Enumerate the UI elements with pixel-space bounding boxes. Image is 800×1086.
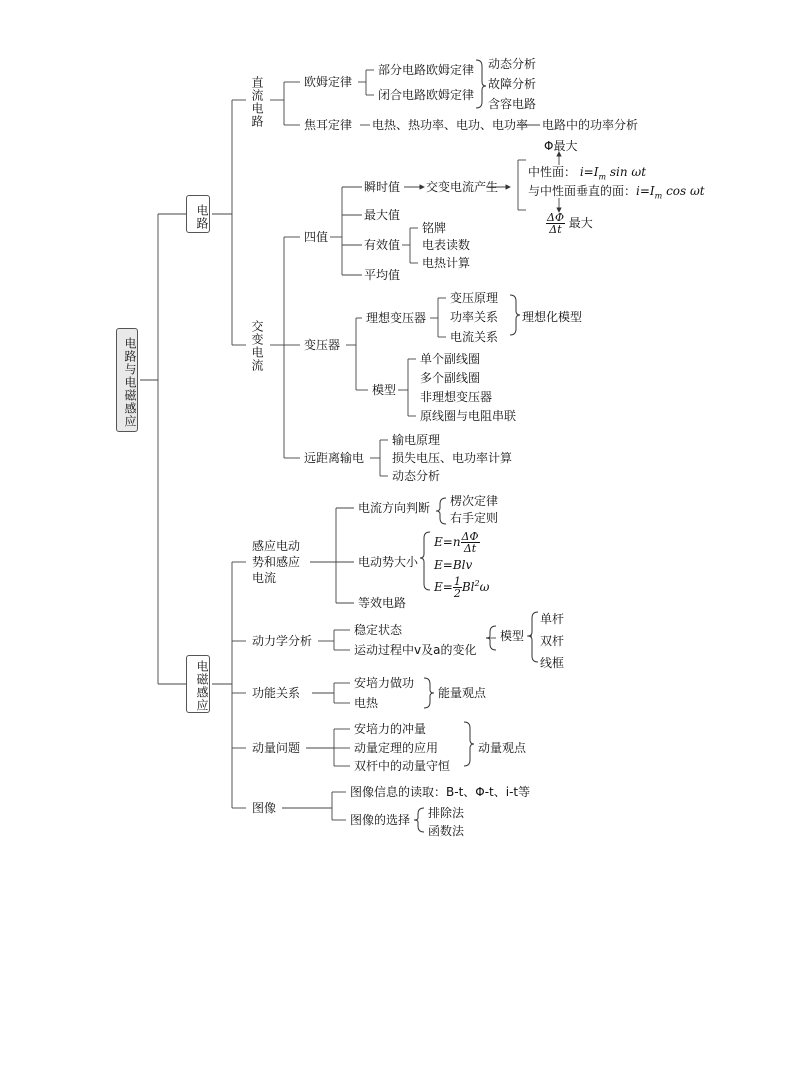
ohm-label: 欧姆定律 — [304, 75, 353, 89]
transmission-item-dynamic: 动态分析 — [392, 469, 441, 483]
ohm-analysis-fault: 故障分析 — [488, 77, 537, 91]
effective-item-nameplate: 铭牌 — [422, 221, 447, 235]
ac-label: 交变电流 — [250, 320, 264, 372]
momentum-item-impulse: 安培力的冲量 — [354, 722, 427, 736]
momentum-item-conservation: 双杆中的动量守恒 — [354, 759, 451, 773]
ideal-model-label: 理想化模型 — [522, 310, 583, 324]
dynamics-model-single-rod: 单杆 — [540, 612, 565, 626]
average-value-label: 平均值 — [364, 268, 401, 282]
transmission-item-principle: 输电原理 — [392, 433, 441, 447]
ohm-analysis-dynamic: 动态分析 — [488, 57, 537, 71]
model-item-single: 单个副线圈 — [420, 352, 481, 366]
four-values-label: 四值 — [304, 230, 329, 244]
ohm-item-closed: 闭合电路欧姆定律 — [378, 88, 475, 102]
effective-item-meter: 电表读数 — [422, 238, 471, 252]
induction-box: 电磁感应 — [186, 655, 210, 713]
brace-select — [414, 808, 424, 832]
effective-value-label: 有效值 — [364, 238, 401, 252]
equivalent-circuit-label: 等效电路 — [358, 596, 407, 610]
joule-chain-1: 电热、热功率、电功、电功率 — [372, 118, 529, 132]
transmission-item-loss: 损失电压、电功率计算 — [392, 451, 513, 465]
ideal-transformer-label: 理想变压器 — [366, 311, 427, 325]
energy-item-work: 安培力做功 — [354, 676, 415, 690]
max-value-label: 最大值 — [364, 208, 401, 222]
brace-direction — [436, 498, 446, 524]
graph-select-label: 图像的选择 — [350, 813, 411, 827]
momentum-view-label: 动量观点 — [478, 741, 527, 755]
brace-dyn-models — [528, 612, 538, 662]
dynamics-model-frame: 线框 — [540, 656, 565, 670]
dynamics-item-process: 运动过程中v及a的变化 — [354, 643, 477, 657]
momentum-item-theorem: 动量定理的应用 — [354, 741, 439, 755]
dynamics-label: 动力学分析 — [252, 634, 313, 648]
emf-title: 感应电动 势和感应 电流 — [252, 539, 301, 585]
ohm-analysis-capacitor: 含容电路 — [488, 97, 537, 111]
brace-momentum — [464, 722, 474, 766]
momentum-label: 动量问题 — [252, 741, 301, 755]
emf-eq-rotating: E= $\frac{1}{2}$ Bl$^2$ω — [434, 575, 490, 600]
ac-generation-label: 交变电流产生 — [426, 180, 499, 194]
brace-energy — [424, 678, 434, 708]
root-box: 电路与电磁感应 — [116, 328, 138, 432]
phi-max-label: Φ最大 — [544, 139, 578, 153]
joule-label: 焦耳定律 — [304, 118, 353, 132]
emf-eq-motional: E=Blv — [434, 558, 473, 572]
energy-label: 功能关系 — [252, 686, 301, 700]
graph-select-exclude: 排除法 — [428, 806, 465, 820]
brace-ideal-model — [510, 295, 520, 335]
graph-select-function: 函数法 — [428, 824, 465, 838]
dynamics-model-label: 模型 — [500, 629, 525, 643]
ideal-item-power: 功率关系 — [450, 310, 499, 324]
effective-item-heat: 电热计算 — [422, 256, 471, 270]
energy-view-label: 能量观点 — [438, 686, 487, 700]
brace-ohm-analysis — [476, 60, 486, 108]
direction-label: 电流方向判断 — [358, 501, 431, 515]
emf-eq-faraday: E=n $\frac{\Delta\Phi}{\Delta t}$ — [434, 530, 479, 555]
transformer-label: 变压器 — [304, 338, 341, 352]
graph-read-label: 图像信息的读取：B-t、Φ-t、i-t等 — [350, 785, 531, 799]
neutral-plane-label: 中性面： $i=I_m$ sin ωt — [528, 165, 647, 182]
dynamics-model-double-rod: 双杆 — [540, 634, 565, 648]
graph-label: 图像 — [252, 801, 277, 815]
energy-item-heat: 电热 — [354, 696, 379, 710]
ideal-item-current: 电流关系 — [450, 330, 499, 344]
direction-item-lenz: 楞次定律 — [450, 494, 499, 508]
perpendicular-plane-label: 与中性面垂直的面：$i=I_m$ cos ωt — [528, 184, 705, 201]
transformer-model-label: 模型 — [372, 383, 397, 397]
brace-emf-eqs — [420, 532, 430, 590]
joule-chain-2: 电路中的功率分析 — [542, 118, 639, 132]
ideal-item-voltage: 变压原理 — [450, 291, 499, 305]
dc-label: 直流电路 — [250, 76, 264, 128]
model-item-nonideal: 非理想变压器 — [420, 390, 493, 404]
circuit-box: 电路 — [186, 195, 210, 233]
model-item-multiple: 多个副线圈 — [420, 371, 481, 385]
direction-item-right-hand: 右手定则 — [450, 511, 499, 525]
ohm-item-partial: 部分电路欧姆定律 — [378, 63, 475, 77]
dynamics-item-steady: 稳定状态 — [354, 623, 403, 637]
instant-value-label: 瞬时值 — [364, 180, 401, 194]
transmission-label: 远距离输电 — [304, 451, 365, 465]
model-item-series: 原线圈与电阻串联 — [420, 409, 517, 423]
magnitude-label: 电动势大小 — [358, 555, 419, 569]
dphi-dt-max: $\frac{\Delta\Phi}{\Delta t}$ 最大 — [547, 211, 593, 236]
